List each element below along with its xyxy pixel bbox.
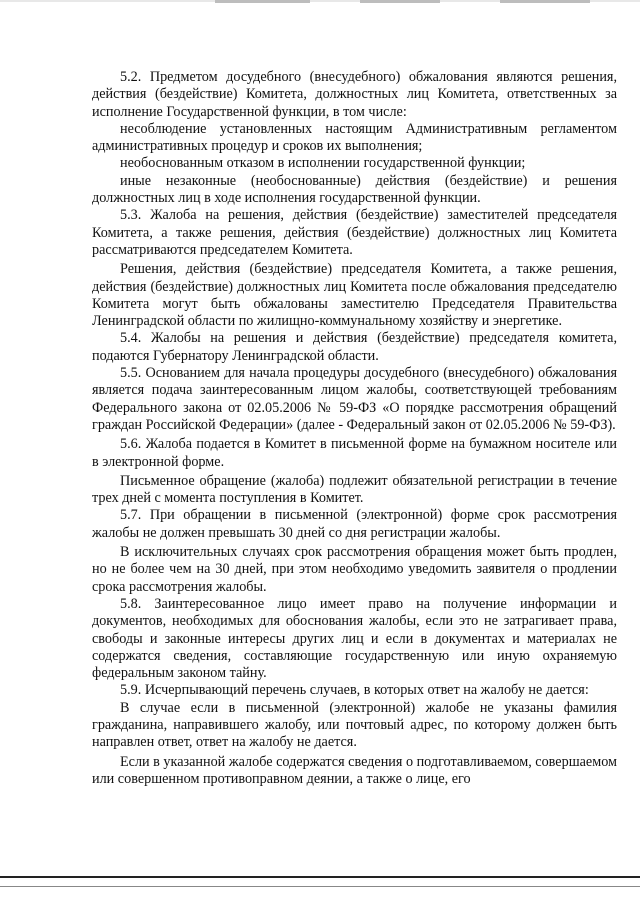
paragraph: иные незаконные (необоснованные) действия (бездействие) и решения должностных лиц в ходе исполнения государственной функции. (92, 172, 617, 207)
paragraph: несоблюдение установленных настоящим Административным регламентом административных процедур и сроков их выполнения; (92, 120, 617, 155)
bottom-rule (0, 876, 640, 878)
paragraph: 5.7. При обращении в письменной (электронной) форме срок рассмотрения жалобы не должен превышать 30 дней со дня регистрации жалобы. (92, 507, 617, 541)
scan-mark (215, 0, 310, 3)
scan-mark (360, 0, 440, 3)
paragraph: необоснованным отказом в исполнении государственной функции; (120, 155, 526, 172)
paragraph: 5.9. Исчерпывающий перечень случаев, в которых ответ на жалобу не дается: (120, 682, 589, 699)
bottom-rule (0, 886, 640, 887)
paragraph: 5.4. Жалобы на решения и действия (бездействие) председателя комитета, подаются Губернатору Ленинградской области. (92, 330, 617, 364)
paragraph: 5.2. Предметом досудебного (внесудебного) обжалования являются решения, действия (бездействие) Комитета, должностных лиц Комитета, ответственных за исполнение Государственной функции, в том числе: (92, 69, 617, 120)
paragraph: 5.6. Жалоба подается в Комитет в письменной форме на бумажном носителе или в электронной форме. (92, 436, 617, 470)
paragraph: Решения, действия (бездействие) председателя Комитета, а также решения, действия (бездействие) должностных лиц Комитета после обжалования председателю Комитета могут быть обжалованы заместителю Председателя Правительства Ленинградской области по жилищно-коммунальному хозяйству и энергетике. (92, 261, 617, 330)
paragraph: В исключительных случаях срок рассмотрения обращения может быть продлен, но не более чем на 30 дней, при этом необходимо уведомить заявителя о продлении срока рассмотрения жалобы. (92, 544, 617, 595)
paragraph: Письменное обращение (жалоба) подлежит обязательной регистрации в течение трех дней с момента поступления в Комитет. (92, 472, 617, 507)
scan-mark (500, 0, 590, 3)
document-page (92, 69, 617, 788)
paragraph: Если в указанной жалобе содержатся сведения о подготавливаемом, совершаемом или совершенном противоправном деянии, а также о лице, его (92, 753, 617, 787)
paragraph: 5.3. Жалоба на решения, действия (бездействие) заместителей председателя Комитета, а также решения, действия (бездействие) должностных лиц Комитета рассматриваются председателем Комитета. (92, 207, 617, 258)
paragraph: В случае если в письменной (электронной) жалобе не указаны фамилия гражданина, направившего жалобу, или почтовый адрес, по которому должен быть направлен ответ, ответ на жалобу не дается. (92, 699, 617, 751)
paragraph: 5.5. Основанием для начала процедуры досудебного (внесудебного) обжалования является подача заинтересованным лицом жалобы, соответствующей требованиям Федерального закона от 02.05.2006 № 59-ФЗ «О порядке рассмотрения обращений граждан Российской Федерации» (далее - Федеральный закон от 02.05.2006 № 59-ФЗ). (92, 365, 617, 433)
paragraph: 5.8. Заинтересованное лицо имеет право на получение информации и документов, необходимых для обоснования жалобы, если это не затрагивает права, свободы и законные интересы других лиц и если в документах и материалах не содержатся сведения, составляющие государственную или иную охраняемую федеральным законом тайну. (92, 595, 617, 682)
